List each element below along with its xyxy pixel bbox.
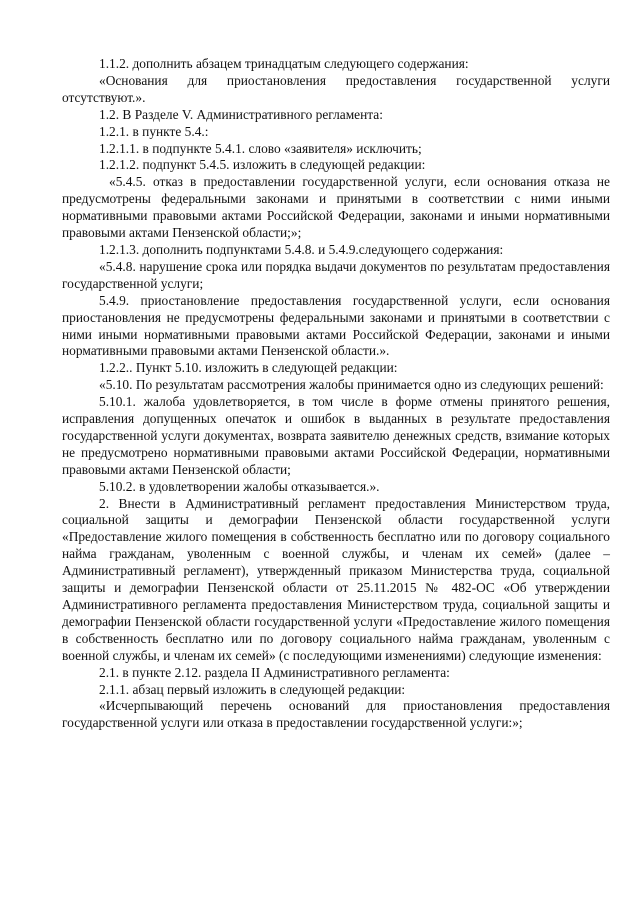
paragraph-1-2-1-2: 1.2.1.2. подпункт 5.4.5. изложить в следующей редакции:	[99, 157, 426, 173]
paragraph-1-1-2: 1.1.2. дополнить абзацем тринадцатым следующего содержания:	[99, 56, 469, 71]
paragraph-5-4-9: 5.4.9. приостановление предоставления государственной услуги, если основания приостановления не предусмотрены федеральными законами и принятыми в соответствии с ними иными нормативными правовыми актами Российской Федерации, законами и иными нормативными правовыми актами Пензенской области.».	[62, 292, 610, 359]
document-page	[62, 56, 610, 732]
paragraph-5-10-2: 5.10.2. в удовлетворении жалобы отказывается.».	[99, 478, 380, 494]
paragraph-5-4-8: «5.4.8. нарушение срока или порядка выдачи документов по результатам предоставления государственной услуги;	[62, 258, 610, 291]
paragraph-quote-grounds: «Основания для приостановления предоставления государственной услуги отсутствуют.».	[62, 72, 610, 105]
paragraph-1-2-1-3: 1.2.1.3. дополнить подпунктами 5.4.8. и 5.4.9.следующего содержания:	[99, 241, 504, 257]
paragraph-1-2-2: 1.2.2.. Пункт 5.10. изложить в следующей редакции:	[99, 360, 398, 376]
paragraph-5-10-1: 5.10.1. жалоба удовлетворяется, в том числе в форме отмены принятого решения, исправления допущенных опечаток и ошибок в выданных в результате предоставления государственной услуги документах, возврата заявителю денежных средств, взимание которых не предусмотрено нормативными правовыми актами Российской Федерации, нормативными правовыми актами Пензенской области;	[62, 394, 610, 477]
paragraph-1-2-1-1: 1.2.1.1. в подпункте 5.4.1. слово «заявителя» исключить;	[99, 140, 422, 156]
paragraph-5-4-5: «5.4.5. отказ в предоставлении государственной услуги, если основания отказа не предусмотрены федеральными законами и принятыми в соответствии с ними иными нормативными правовыми актами Российской Федерации, законами и иными нормативными правовыми актами Пензенской области;»;	[62, 174, 610, 241]
paragraph-2-1-1: 2.1.1. абзац первый изложить в следующей редакции:	[99, 681, 406, 697]
paragraph-1-2-1: 1.2.1. в пункте 5.4.:	[99, 123, 209, 139]
paragraph-2: 2. Внести в Административный регламент предоставления Министерством труда, социальной защиты и демографии Пензенской области государственной услуги «Предоставление жилого помещения в собственность бесплатно или по договору социального найма гражданам, уволенным с военной службы, и членам их семей» (далее – Административный регламент), утвержденный приказом Министерства труда, социальной защиты и демографии Пензенской области от 25.11.2015 № 482-ОС «Об утверждении Административного регламента предоставления Министерством труда, социальной защиты и демографии Пензенской области государственной услуги «Предоставление жилого помещения в собственность бесплатно или по договору социального найма гражданам, уволенным с военной службы, и членам их семей» (с последующими изменениями) следующие изменения:	[62, 495, 610, 663]
paragraph-2-1: 2.1. в пункте 2.12. раздела II Административного регламента:	[99, 664, 450, 680]
paragraph-quote-exhaustive-list: «Исчерпывающий перечень оснований для приостановления предоставления государственной услуги или отказа в предоставлении государственной услуги:»;	[62, 698, 610, 731]
paragraph-1-2: 1.2. В Разделе V. Административного регламента:	[99, 106, 383, 122]
paragraph-5-10: «5.10. По результатам рассмотрения жалобы принимается одно из следующих решений:	[99, 377, 604, 393]
